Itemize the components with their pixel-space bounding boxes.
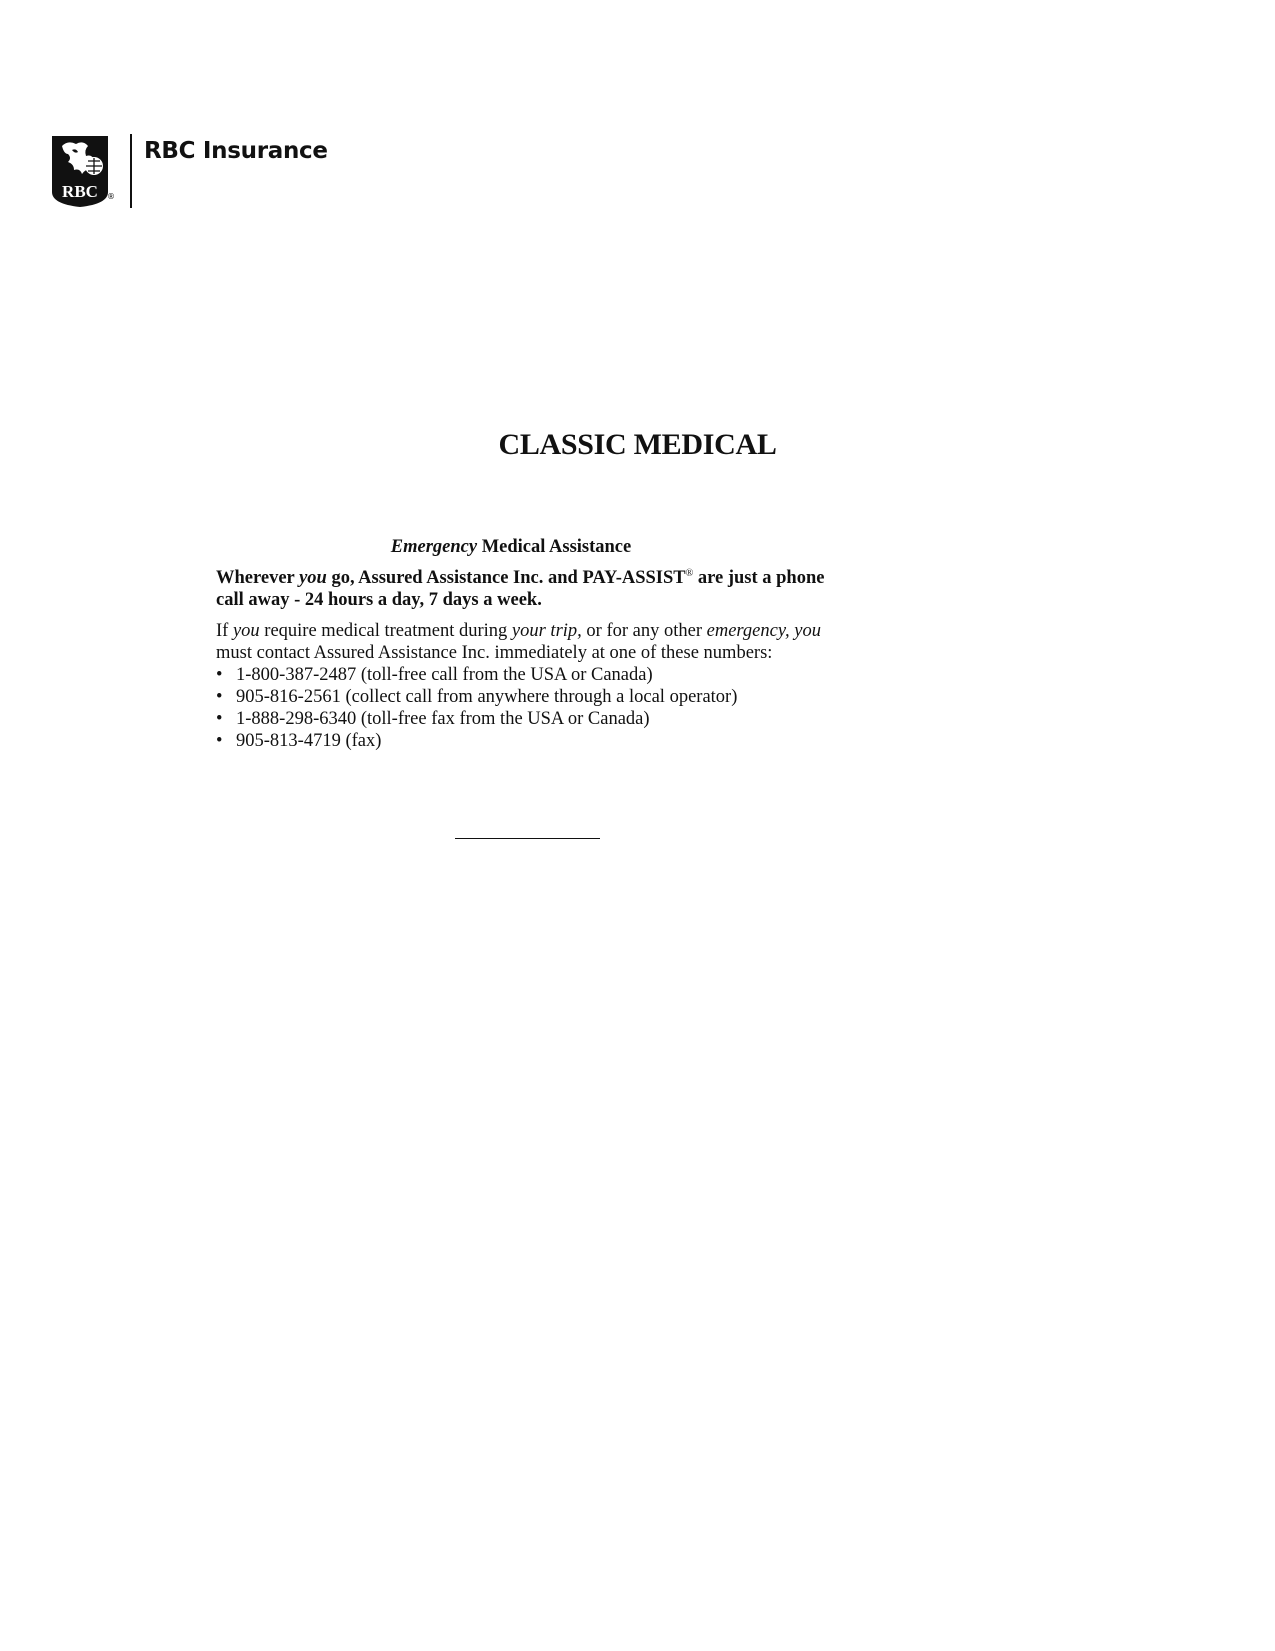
section-heading — [216, 536, 846, 558]
brand-name: RBC Insurance — [144, 138, 328, 164]
contact-numbers-list — [216, 664, 846, 752]
intro-registered-mark: ® — [685, 568, 694, 579]
section-divider-rule — [455, 838, 600, 839]
logo-divider — [130, 134, 132, 208]
instr-text-3: or for any other — [581, 621, 707, 641]
phone-number-text: 1-888-298-6340 (toll-free fax from the USA or Canada) — [236, 709, 650, 729]
registered-mark: ® — [107, 192, 115, 201]
instr-emphasis-3: emergency, — [706, 621, 790, 641]
document-title: CLASSIC MEDICAL — [498, 428, 777, 461]
list-item — [216, 708, 846, 730]
phone-number-text: 1-800-387-2487 (toll-free call from the USA or Canada) — [236, 665, 653, 685]
instr-text-1: If — [216, 621, 233, 641]
emergency-assistance-section — [216, 536, 846, 752]
bullet-icon: • — [216, 665, 223, 685]
list-item — [216, 664, 846, 686]
bullet-icon: • — [216, 709, 223, 729]
instr-emphasis-1: you — [232, 621, 260, 641]
list-item — [216, 686, 846, 708]
instr-text-5: must contact Assured Assistance Inc. immediately at one of these numbers: — [216, 643, 773, 663]
instr-text-2: require medical treatment during — [259, 621, 512, 641]
intro-text-1: Wherever — [216, 568, 300, 588]
bullet-icon: • — [216, 731, 223, 751]
intro-emphasis: you — [299, 568, 327, 588]
fax-number-text: 905-813-4719 (fax) — [236, 731, 382, 751]
instr-emphasis-2: your trip, — [511, 621, 582, 641]
bullet-icon: • — [216, 687, 223, 707]
heading-emphasis: Emergency — [390, 537, 478, 557]
intro-text-3: are just a phone call away - 24 hours a day, 7 days a week. — [216, 568, 825, 610]
intro-text-2: go, Assured Assistance Inc. and PAY-ASSIST — [326, 568, 686, 588]
intro-paragraph — [216, 567, 846, 611]
instructions-paragraph — [216, 620, 846, 664]
phone-number-text: 905-816-2561 (collect call from anywhere through a local operator) — [236, 687, 738, 707]
heading-text: Medical Assistance — [477, 537, 632, 557]
svg-text:RBC: RBC — [62, 182, 98, 201]
instr-emphasis-4: you — [794, 621, 822, 641]
list-item — [216, 730, 846, 752]
rbc-lion-shield-logo — [50, 134, 110, 209]
